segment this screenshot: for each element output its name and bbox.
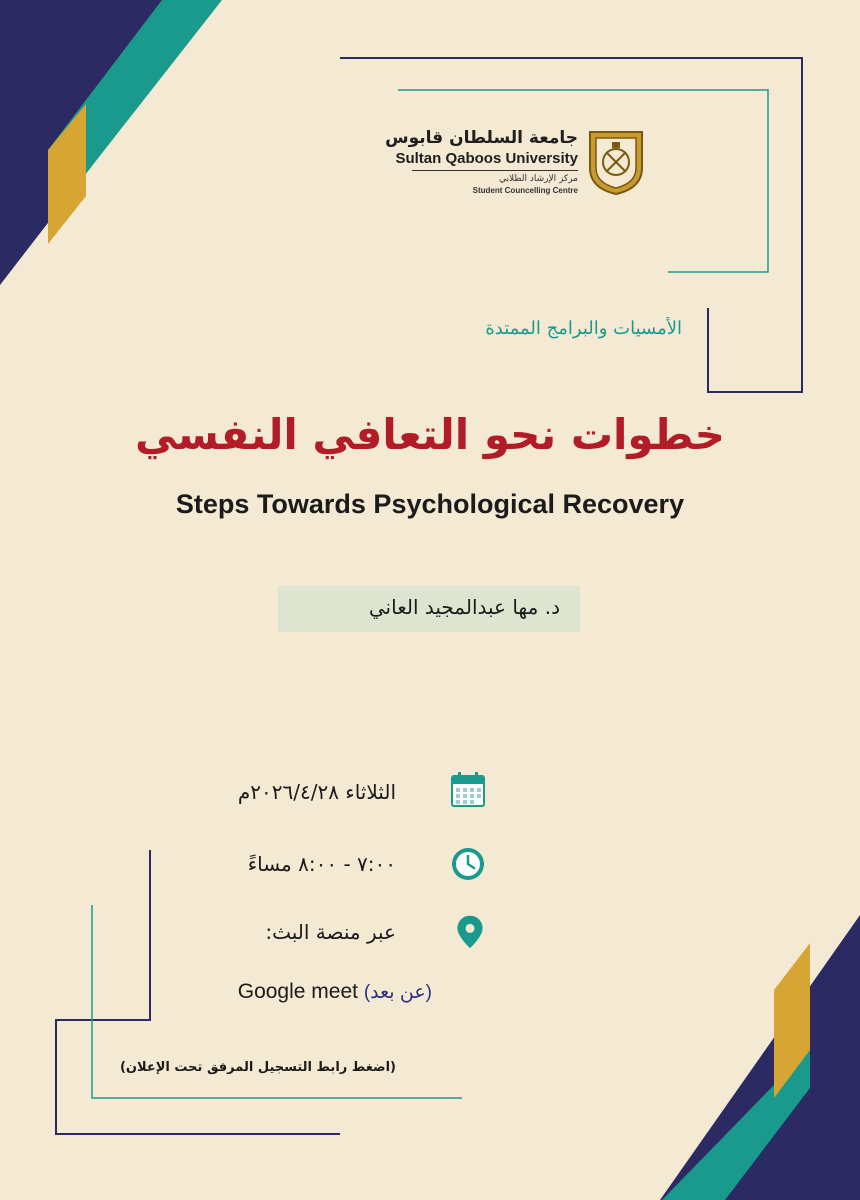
calendar-icon bbox=[450, 772, 486, 808]
event-title-english: Steps Towards Psychological Recovery bbox=[175, 489, 685, 519]
university-name-arabic: جامعة السلطان قابوس bbox=[385, 128, 578, 148]
platform-line bbox=[238, 980, 432, 1004]
event-time: ٧:٠٠ - ٨:٠٠ مساءً bbox=[247, 852, 396, 876]
frame-line-navy-top bbox=[340, 58, 802, 392]
location-pin-icon bbox=[452, 914, 488, 950]
speaker-banner bbox=[278, 586, 580, 632]
event-title-arabic: خطوات نحو التعافي النفسي bbox=[135, 410, 725, 459]
speaker-name: د. مها عبدالمجيد العاني bbox=[368, 595, 560, 619]
university-logo bbox=[385, 128, 644, 202]
platform-label: عبر منصة البث: bbox=[265, 920, 396, 944]
event-date: الثلاثاء ٢٠٢٦/٤/٢٨م bbox=[237, 780, 396, 804]
clock-icon bbox=[450, 846, 486, 882]
corner-navy-bottom-right bbox=[660, 915, 860, 1200]
university-name-english: Sultan Qaboos University bbox=[395, 150, 578, 167]
centre-name-english: Student Councelling Centre bbox=[472, 186, 578, 195]
squ-seal-icon bbox=[584, 128, 648, 196]
program-series-label: الأمسيات والبرامج الممتدة bbox=[485, 318, 682, 339]
logo-divider bbox=[412, 170, 578, 171]
centre-name-arabic: مركز الإرشاد الطلابي bbox=[498, 174, 578, 184]
registration-note: (اضغط رابط التسجيل المرفق تحت الإعلان) bbox=[119, 1060, 396, 1075]
remote-note: (عن بعد) bbox=[363, 982, 432, 1003]
platform-name: Google meet bbox=[237, 980, 358, 1003]
